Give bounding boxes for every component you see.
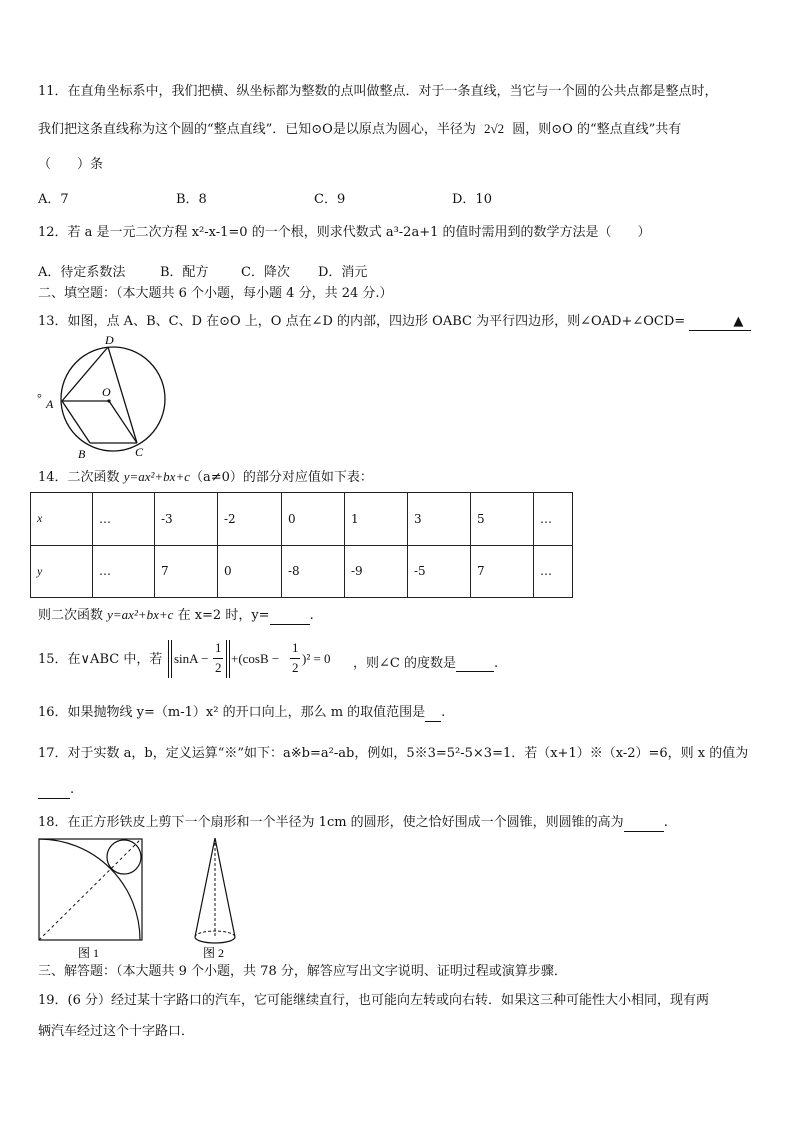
table-cell: 7 <box>471 545 534 598</box>
q13-stem <box>38 314 751 331</box>
q11-option-a: A．7 <box>38 192 69 207</box>
q19-line1: 19．(6 分）经过某十字路口的汽车，它可能继续直行，也可能向左转或向右转．如果这三种可能性大小相同，现有两 <box>38 993 710 1008</box>
q15-frac2-num: 1 <box>292 640 299 655</box>
q13-label-left-mark: ° <box>37 391 42 405</box>
q13-segment-oc <box>109 401 137 443</box>
table-cell: -2 <box>218 493 282 546</box>
q11-line2-text-b: 圆，则⊙O 的“整点直线”共有 <box>512 122 682 137</box>
q18-figure-1 <box>38 838 148 960</box>
q13-label-d: D <box>105 333 114 347</box>
q12-option-b: B．配方 <box>160 265 209 280</box>
q15-square-part: )² = 0 <box>302 651 331 666</box>
q15-suffix: ，则∠C 的度数是 . <box>353 656 499 671</box>
q13-answer-mark: ▲ <box>733 314 744 329</box>
q15-answer-blank <box>456 656 494 672</box>
q19-line2: 辆汽车经过这个十字路口． <box>38 1024 195 1039</box>
q18-fig1-caption: 图 1 <box>78 946 100 960</box>
q13-label-o: O <box>102 385 111 399</box>
table-cell: … <box>93 493 155 546</box>
table-cell: 3 <box>408 493 471 546</box>
table-cell: 5 <box>471 493 534 546</box>
q18-end: . <box>663 815 668 830</box>
q11-option-b: B．8 <box>176 192 207 207</box>
q16-stem <box>38 705 445 722</box>
q11-line2 <box>38 121 681 138</box>
q13-label-b: B <box>78 447 86 461</box>
q15-equation <box>168 638 358 682</box>
q11-radius-value: 2√2 <box>483 121 505 136</box>
q13-answer-blank <box>689 314 751 331</box>
q17-line2 <box>38 782 74 799</box>
q15-stem <box>38 652 162 668</box>
q15-frac1-den: 2 <box>215 660 222 675</box>
q12-stem: 12．若 a 是一元二次方程 x²-x-1=0 的一个根，则求代数式 a³-2a+1 的值时需用到的数学方法是（ ） <box>38 225 651 240</box>
table-cell: x <box>31 493 93 546</box>
table-cell: -8 <box>282 545 345 598</box>
q14-followup-equation: y=ax²+bx+c <box>107 607 174 622</box>
q11-line1: 11．在直角坐标系中，我们把横、纵坐标都为整数的点叫做整点．对于一条直线，当它与一个圆的公共点都是整点时， <box>38 84 718 99</box>
table-cell: -5 <box>408 545 471 598</box>
q14-condition: （a≠0） <box>189 470 243 485</box>
q14-followup-text-b: 在 x=2 时，y= <box>173 608 270 623</box>
table-cell: -9 <box>345 545 408 598</box>
q14-answer-blank <box>270 608 310 625</box>
q18-figure-2 <box>188 836 248 960</box>
q14-followup-text-a: 则二次函数 <box>38 608 108 623</box>
q13-center-dot <box>107 399 110 402</box>
q16-answer-blank <box>425 705 441 722</box>
q18-cone-base-front <box>195 937 235 943</box>
table-cell: … <box>534 545 573 598</box>
q14-equation: y=ax²+bx+c <box>123 469 190 484</box>
table-row <box>31 493 573 546</box>
q11-option-c: C．9 <box>314 192 346 207</box>
q17-stem: 17．对于实数 a，b，定义运算“※”如下：a※b=a²-ab，例如，5※3=5²-5×3=1．若（x+1）※（x-2）=6，则 x 的值为 <box>38 746 749 761</box>
q18-cone-right-edge <box>215 838 235 937</box>
q11-line2-text-a: 我们把这条直线称为这个圆的“整点直线”．已知⊙O是以原点为圆心，半径为 <box>38 122 476 137</box>
table-cell: y <box>31 545 93 598</box>
q18-stem-text: 18．在正方形铁皮上剪下一个扇形和一个半径为 1cm 的圆形，使之恰好围成一个圆锥，则圆锥的高为 <box>38 815 624 830</box>
table-cell: … <box>534 493 573 546</box>
q15-sin-part: sinA − <box>174 651 209 666</box>
q18-small-circle <box>107 840 141 874</box>
table-cell: 0 <box>218 545 282 598</box>
q11-line3: （ ）条 <box>38 157 104 172</box>
q14-stem-text-a: 14．二次函数 <box>38 470 124 485</box>
q15-cos-part: +(cosB − <box>231 651 280 666</box>
section3-heading: 三、解答题：（本大题共 9 个小题，共 78 分，解答应写出文字说明、证明过程或演算步骤． <box>38 964 567 979</box>
q14-stem <box>38 469 373 486</box>
q16-end: . <box>441 705 446 720</box>
table-row <box>31 545 573 598</box>
q15-frac2-den: 2 <box>292 660 299 675</box>
table-cell: 7 <box>155 545 218 598</box>
q15-frac1-num: 1 <box>215 640 222 655</box>
q13-label-a: A <box>46 397 54 411</box>
table-cell: 1 <box>345 493 408 546</box>
table-cell: 0 <box>282 493 345 546</box>
q14-followup <box>38 607 314 625</box>
q14-value-table <box>30 492 573 598</box>
q12-option-a: A．待定系数法 <box>38 265 126 280</box>
q18-diagonal-dashed <box>39 839 141 940</box>
q18-cone-left-edge <box>195 838 215 937</box>
q18-sector-arc <box>39 839 140 940</box>
q17-end: . <box>70 782 75 797</box>
q14-stem-text-b: 的部分对应值如下表： <box>242 470 373 485</box>
q17-answer-blank <box>38 782 70 799</box>
table-cell: -3 <box>155 493 218 546</box>
q18-answer-blank <box>624 815 664 832</box>
q13-stem-text: 13．如图，点 A、B、C、D 在⊙O 上，O 点在∠D 的内部，四边形 OABC 为平行四边形，则∠OAD+∠OCD= <box>38 314 686 329</box>
q13-circle-figure <box>34 332 174 462</box>
q15-prefix: 15．在∨ABC 中，若 <box>38 652 163 667</box>
q13-label-c: C <box>135 445 144 459</box>
q14-followup-end: . <box>309 608 314 623</box>
q13-segment-dc <box>108 347 137 443</box>
q16-stem-text: 16．如果抛物线 y=（m-1）x² 的开口向上，那么 m 的取值范围是 <box>38 705 426 720</box>
q18-fig2-caption: 图 2 <box>203 946 225 960</box>
q18-stem <box>38 815 668 832</box>
section2-heading: 二、填空题：（本大题共 6 个小题，每小题 4 分，共 24 分.） <box>38 286 393 301</box>
q12-option-c: C．降次 <box>241 265 290 280</box>
q11-option-d: D．10 <box>452 192 492 207</box>
q12-option-d: D．消元 <box>318 265 368 280</box>
table-cell: … <box>93 545 155 598</box>
